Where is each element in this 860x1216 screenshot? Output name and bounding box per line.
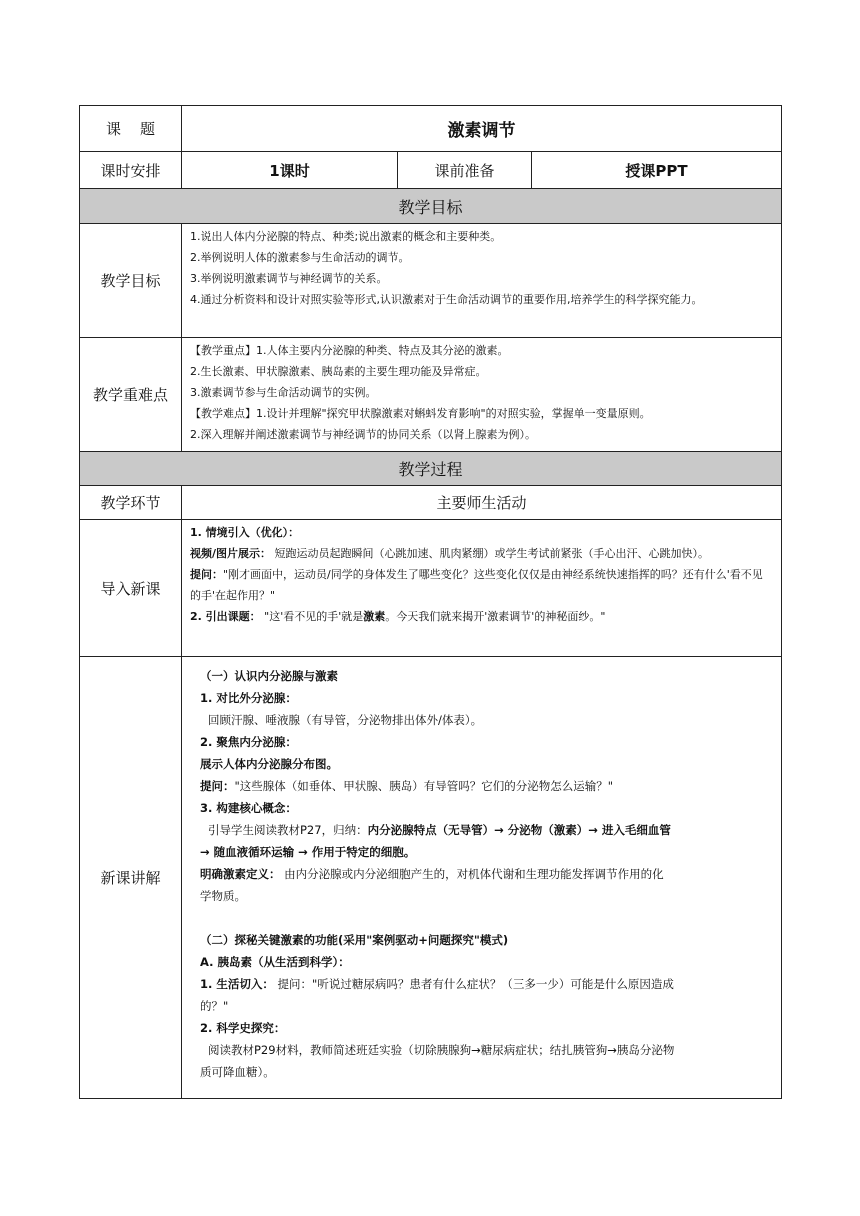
process-section-row [80, 452, 782, 486]
intro-label: 导入新课 [80, 520, 182, 657]
schedule-value: 1课时 [182, 152, 398, 189]
keypoints-content [182, 338, 782, 452]
a2-text-b: 质可降血糖）。 [200, 1065, 275, 1079]
s3-bold-a: 内分泌腺特点（无导管）→ 分泌物（激素）→ 进入毛细血管 [367, 823, 671, 837]
goals-content [182, 224, 782, 338]
intro-heading-2: 2. 引出课题： [190, 610, 261, 623]
s2-ask-label: 提问： [200, 779, 235, 793]
goal-item: 1.说出人体内分泌腺的特点、种类;说出激素的概念和主要种类。 [190, 230, 502, 243]
lecture-label: 新课讲解 [80, 657, 182, 1099]
prep-value: 授课PPT [532, 152, 782, 189]
topic-value: 激素调节 [182, 106, 782, 152]
s3-def-text-b: 学物质。 [200, 889, 246, 903]
intro-row [80, 520, 782, 657]
video-text: 短跑运动员起跑瞬间（心跳加速、肌肉紧绷）或学生考试前紧张（手心出汗、心跳加快）。 [274, 547, 710, 560]
topic-row [80, 106, 782, 152]
intro-bold-hormone: 激素 [363, 610, 386, 623]
phase-label: 教学环节 [80, 486, 182, 520]
keypoints-label: 教学重难点 [80, 338, 182, 452]
section-heading-goals: 教学目标 [80, 189, 782, 224]
s1-text: 回顾汗腺、唾液腺（有导管，分泌物排出体外/体表）。 [208, 713, 483, 727]
goal-item: 3.举例说明激素调节与神经调节的关系。 [190, 272, 388, 285]
s2-ask-text: "这些腺体（如垂体、甲状腺、胰岛）有导管吗？它们的分泌物怎么运输？" [234, 779, 614, 793]
a-title: A. 胰岛素（从生活到科学）： [200, 955, 350, 969]
prep-label: 课前准备 [398, 152, 532, 189]
keypoint-item: 【教学重点】1.人体主要内分泌腺的种类、特点及其分泌的激素。 [190, 344, 509, 357]
a2-label: 2. 科学史探究： [200, 1021, 286, 1035]
keypoints-row [80, 338, 782, 452]
s2-text: 展示人体内分泌腺分布图。 [200, 757, 338, 771]
lecture-row [80, 657, 782, 1099]
intro-text-b: 。今天我们就来揭开'激素调节'的神秘面纱。" [385, 610, 606, 623]
video-label: 视频/图片展示： [190, 547, 272, 560]
ask-label: 提问： [190, 568, 223, 581]
process-header-row [80, 486, 782, 520]
s3-text-a: 引导学生阅读教材P27，归纳： [208, 823, 368, 837]
s3-bold-b: → 随血液循环运输 → 作用于特定的细胞。 [200, 845, 416, 859]
part2-title: （二）探秘关键激素的功能(采用"案例驱动+问题探究"模式) [200, 933, 509, 947]
topic-label: 课 题 [80, 106, 182, 152]
keypoint-item: 【教学难点】1.设计并理解"探究甲状腺激素对蝌蚪发育影响"的对照实验，掌握单一变量原则。 [190, 407, 651, 420]
s2-title: 2. 聚焦内分泌腺： [200, 735, 297, 749]
section-heading-process: 教学过程 [80, 452, 782, 486]
goal-item: 2.举例说明人体的激素参与生命活动的调节。 [190, 251, 410, 264]
a1-label: 1. 生活切入： [200, 977, 274, 991]
lesson-plan-table [79, 105, 782, 1099]
s1-title: 1. 对比外分泌腺： [200, 691, 297, 705]
schedule-label: 课时安排 [80, 152, 182, 189]
part1-title: （一）认识内分泌腺与激素 [200, 669, 338, 683]
keypoint-item: 3.激素调节参与生命活动调节的实例。 [190, 386, 377, 399]
goals-section-row [80, 189, 782, 224]
s3-def-text-a: 由内分泌腺或内分泌细胞产生的，对机体代谢和生理功能发挥调节作用的化 [284, 867, 664, 881]
schedule-row [80, 152, 782, 189]
goals-label: 教学目标 [80, 224, 182, 338]
ask-text: "刚才画面中，运动员/同学的身体发生了哪些变化？这些变化仅仅是由神经系统快速指挥的吗？还有什么'看不见的手'在起作用？" [190, 568, 763, 602]
a1-text-a: 提问："听说过糖尿病吗？患者有什么症状？（三多一少）可能是什么原因造成 [277, 977, 674, 991]
a1-text-b: 的？" [200, 999, 229, 1013]
intro-text-a: "这'看不见的手'就是 [264, 610, 364, 623]
intro-heading-1: 1. 情境引入（优化）： [190, 526, 300, 539]
s3-def-label: 明确激素定义： [200, 867, 281, 881]
a2-text-a: 阅读教材P29材料，教师简述班廷实验（切除胰腺狗→糖尿病症状；结扎胰管狗→胰岛分泌物 [208, 1043, 675, 1057]
goals-row [80, 224, 782, 338]
activity-label: 主要师生活动 [182, 486, 782, 520]
intro-content [182, 520, 782, 657]
goal-item: 4.通过分析资料和设计对照实验等形式,认识激素对于生命活动调节的重要作用,培养学生的科学探究能力。 [190, 293, 703, 306]
keypoint-item: 2.深入理解并阐述激素调节与神经调节的协同关系（以肾上腺素为例）。 [190, 428, 536, 441]
lecture-content [182, 657, 782, 1099]
s3-title: 3. 构建核心概念： [200, 801, 297, 815]
keypoint-item: 2.生长激素、甲状腺激素、胰岛素的主要生理功能及异常症。 [190, 365, 487, 378]
